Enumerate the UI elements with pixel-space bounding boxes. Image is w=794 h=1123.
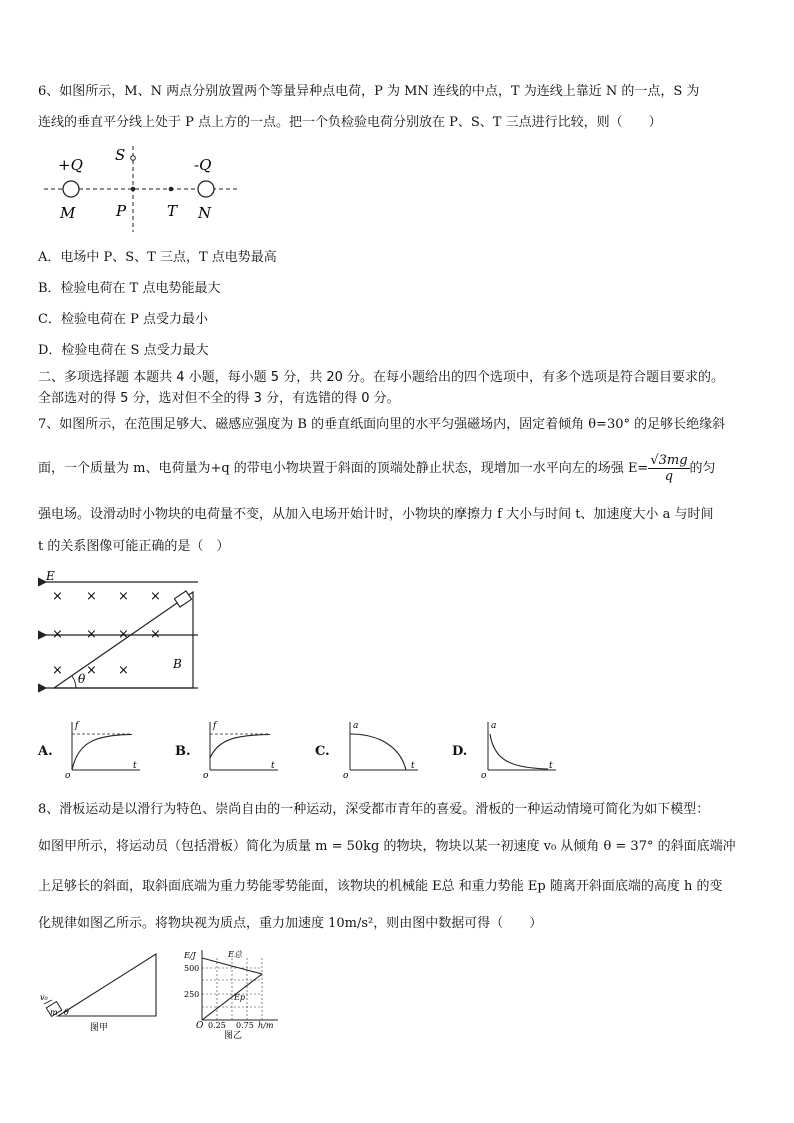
cross-2: ×	[86, 589, 97, 604]
ytick-250: 250	[184, 990, 200, 999]
point-T	[169, 187, 174, 192]
q6-option-a[interactable]: A．电场中 P、S、T 三点，T 点电势最高	[38, 250, 277, 265]
graph-a-xlabel: t	[133, 761, 137, 771]
energy-origin: O	[196, 1021, 204, 1031]
q8-stem-line2: 如图甲所示，将运动员（包括滑板）简化为质量 m = 50kg 的物块，物块以某一初速度 v₀ 从倾角 θ = 37° 的斜面底端冲	[38, 839, 736, 854]
graph-a-curve	[72, 735, 132, 771]
q7-stem-line2	[38, 450, 716, 488]
point-S	[131, 156, 136, 161]
label-theta: θ	[78, 672, 86, 686]
label-pos-charge: +Q	[58, 156, 83, 174]
label-S: S	[115, 146, 126, 164]
label-P: P	[116, 202, 127, 220]
q7-graph-c[interactable]	[338, 718, 422, 780]
line-E-p	[202, 974, 262, 1020]
label-E: E	[46, 570, 55, 583]
caption-fig-a: 图甲	[90, 1023, 109, 1033]
cross-3: ×	[118, 589, 129, 604]
incline-37	[58, 954, 156, 1016]
graph-c-origin: o	[343, 771, 349, 780]
ytick-500: 500	[184, 964, 200, 973]
graph-b-ylabel: f	[213, 721, 217, 731]
q8-stem-line1: 8、滑板运动是以滑行为特色、崇尚自由的一种运动，深受都市青年的喜爱。滑板的一种运动情境可简化为如下模型：	[38, 802, 710, 817]
q7-option-b-label[interactable]: B.	[175, 744, 191, 759]
xtick-025: 0.25	[208, 1021, 226, 1030]
energy-xlabel: h/m	[258, 1021, 274, 1030]
graph-c-ylabel: a	[353, 721, 359, 731]
q8-figure-b	[178, 944, 288, 1040]
graph-b-xlabel: t	[271, 761, 275, 771]
section2-instruction-line1: 二、多项选择题 本题共 4 小题，每小题 5 分，共 20 分。在每小题给出的四个选项中，有多个选项是符合题目要求的。	[38, 370, 725, 385]
section2-instruction-line2: 全部选对的得 5 分，选对但不全的得 3 分，有选错的得 0 分。	[38, 391, 400, 406]
label-theta-37: θ	[64, 1008, 69, 1017]
cross-5: ×	[52, 627, 63, 642]
energy-ylabel: E/J	[184, 951, 196, 960]
graph-b-origin: o	[203, 771, 209, 780]
q7-field-fraction	[648, 453, 689, 484]
angle-arc	[72, 676, 76, 688]
graph-c-xlabel: t	[411, 761, 415, 771]
label-B: B	[173, 657, 182, 671]
q6-stem-line2: 连线的垂直平分线上处于 P 点上方的一点。把一个负检验电荷分别放在 P、S、T 三点进行比较，则（ ）	[38, 115, 662, 130]
small-block	[174, 591, 191, 607]
xtick-075: 0.75	[236, 1021, 254, 1030]
cross-8: ×	[150, 627, 161, 642]
cross-11: ×	[118, 663, 129, 678]
q7-figure	[38, 570, 208, 695]
cross-6: ×	[86, 627, 97, 642]
graph-c-curve	[350, 734, 406, 770]
label-E-p: Ep	[234, 993, 245, 1002]
charge-M-circle	[63, 181, 79, 197]
q7-frac-numerator: √3mg	[650, 453, 688, 468]
label-neg-charge: -Q	[194, 156, 212, 174]
caption-fig-b: 图乙	[224, 1031, 243, 1040]
charge-N-circle	[198, 181, 214, 197]
q7-stem-line2-b: 的匀	[689, 461, 716, 476]
label-m: m	[50, 1008, 58, 1017]
q7-stem-line1: 7、如图所示，在范围足够大、磁感应强度为 B 的垂直纸面向里的水平匀强磁场内，固定着倾角 θ=30° 的足够长绝缘斜	[38, 417, 726, 432]
q7-option-c-label[interactable]: C.	[315, 744, 330, 759]
cross-1: ×	[52, 589, 63, 604]
cross-10: ×	[86, 663, 97, 678]
q7-frac-denominator: q	[664, 469, 674, 484]
q7-stem-line2-a: 面，一个质量为 m、电荷量为+q 的带电小物块置于斜面的顶端处静止状态，现增加一水平向左的场强 E=	[38, 461, 649, 476]
graph-a-origin: o	[65, 771, 71, 780]
label-E-total: E总	[228, 950, 242, 959]
q6-figure	[38, 142, 248, 234]
label-M: M	[60, 204, 76, 222]
q8-stem-line4: 化规律如图乙所示。将物块视为质点，重力加速度 10m/s²，则由图中数据可得（ ）	[38, 916, 543, 931]
graph-d-curve	[490, 734, 548, 769]
cross-4: ×	[150, 589, 161, 604]
q6-option-c[interactable]: C．检验电荷在 P 点受力最小	[38, 312, 208, 327]
graph-d-origin: o	[481, 771, 487, 780]
label-v0: v₀	[40, 993, 48, 1002]
q7-option-d-label[interactable]: D.	[452, 744, 468, 759]
graph-a-ylabel: f	[75, 721, 79, 731]
cross-9: ×	[52, 663, 63, 678]
label-T: T	[167, 202, 178, 220]
q7-graph-d[interactable]	[476, 718, 560, 780]
q6-option-b[interactable]: B．检验电荷在 T 点电势能最大	[38, 281, 221, 296]
graph-d-xlabel: t	[549, 761, 553, 771]
cross-7: ×	[118, 627, 129, 642]
point-P	[131, 187, 136, 192]
label-N: N	[198, 204, 212, 222]
q7-stem-line3: 强电场。设滑动时小物块的电荷量不变，从加入电场开始计时，小物块的摩擦力 f 大小与时间 t、加速度大小 a 与时间	[38, 507, 714, 522]
q6-option-d[interactable]: D．检验电荷在 S 点受力最大	[38, 343, 209, 358]
q7-option-a-label[interactable]: A.	[38, 744, 53, 759]
q7-graph-b[interactable]	[198, 718, 282, 780]
q8-stem-line3: 上足够长的斜面，取斜面底端为重力势能零势能面，该物块的机械能 E总 和重力势能 Ep 随离开斜面底端的高度 h 的变	[38, 879, 723, 894]
graph-b-curve	[210, 735, 270, 759]
graph-d-ylabel: a	[491, 721, 497, 731]
q8-figure-a	[38, 946, 168, 1036]
q7-stem-line4: t 的关系图像可能正确的是（ ）	[38, 539, 230, 554]
q7-graph-a[interactable]	[60, 718, 144, 780]
q6-stem-line1: 6、如图所示，M、N 两点分别放置两个等量异种点电荷，P 为 MN 连线的中点，T 为连线上靠近 N 的一点，S 为	[38, 84, 700, 99]
